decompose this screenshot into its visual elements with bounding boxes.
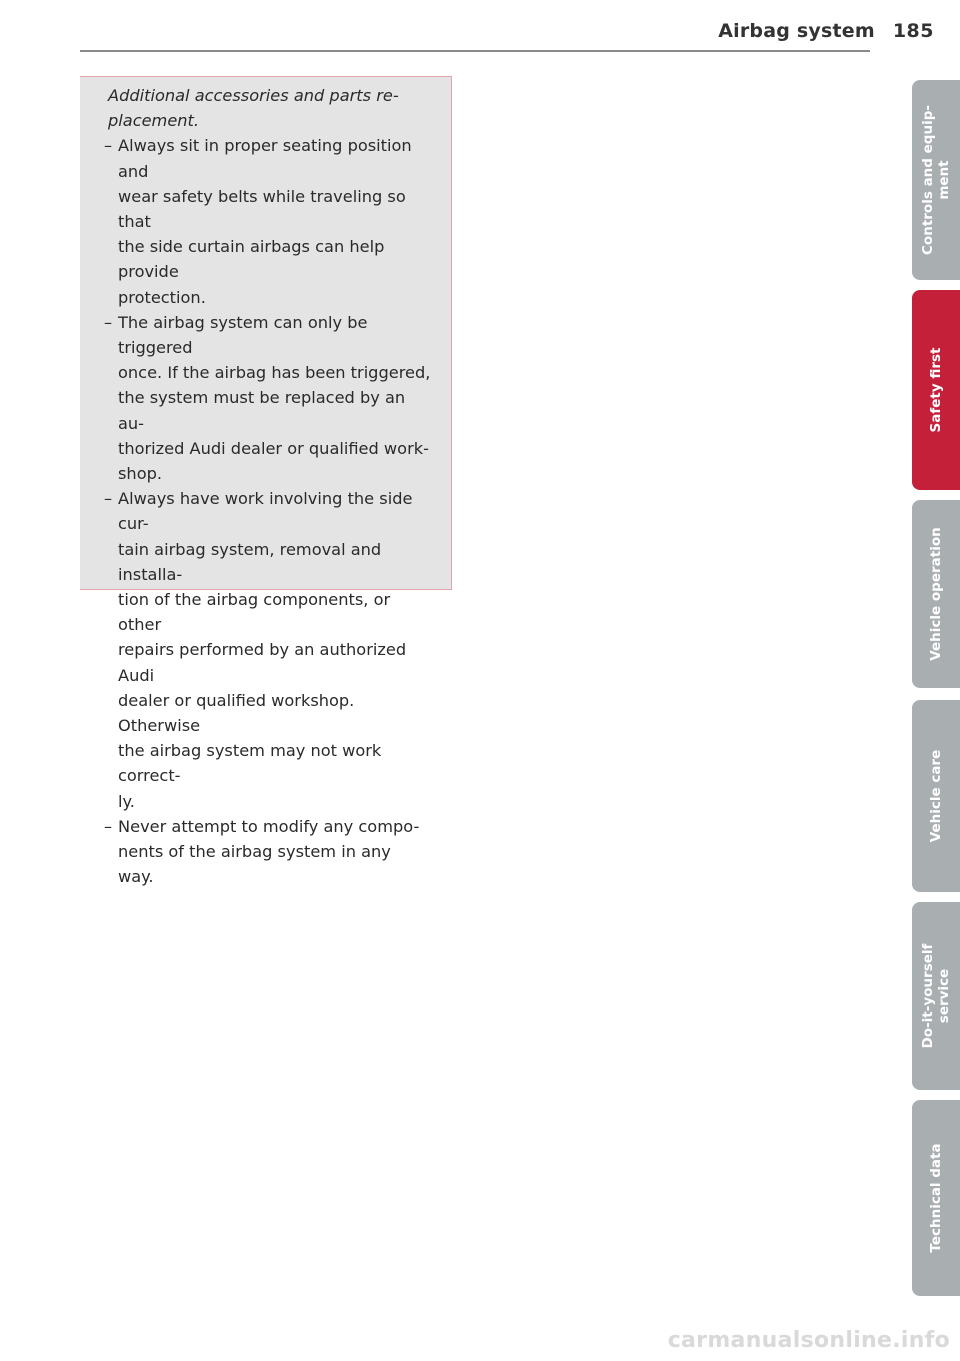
page-number: 185 bbox=[892, 20, 934, 42]
tab-safety-first[interactable] bbox=[912, 290, 960, 490]
tab-controls-and-equipment[interactable] bbox=[912, 80, 960, 280]
tab-label: Safety first bbox=[928, 347, 944, 433]
section-title: Airbag system bbox=[718, 20, 875, 42]
tab-label: Do-it-yourself service bbox=[920, 943, 952, 1049]
dash-bullet: – bbox=[104, 312, 113, 332]
warning-intro-line: placement. bbox=[108, 111, 200, 131]
tab-label: Vehicle operation bbox=[928, 527, 944, 661]
header-rule bbox=[80, 50, 870, 52]
dash-bullet: – bbox=[104, 136, 113, 156]
tab-technical-data[interactable] bbox=[912, 1100, 960, 1296]
warning-intro bbox=[104, 83, 431, 133]
warning-item: – Always sit in proper seating position and wear safety belts while traveling so that the side curtain airbags can help provide protection. bbox=[104, 133, 431, 309]
warning-box bbox=[80, 76, 452, 887]
tab-do-it-yourself-service[interactable] bbox=[912, 902, 960, 1090]
tab-label: Controls and equip- ment bbox=[920, 105, 952, 255]
warning-list bbox=[104, 133, 431, 889]
tab-label: Vehicle care bbox=[928, 749, 944, 843]
warning-intro-line: Additional accessories and parts re- bbox=[108, 86, 399, 105]
dash-bullet: – bbox=[104, 816, 113, 836]
watermark: carmanualsonline.info bbox=[667, 1328, 950, 1353]
warning-item: – Never attempt to modify any compo- nents of the airbag system in any way. bbox=[104, 814, 431, 890]
page-header bbox=[718, 20, 934, 48]
warning-item: – Always have work involving the side cur- tain airbag system, removal and installa- tion of the airbag components, or other repairs performed by an authorized Audi dealer or qualified workshop. Otherwise the airbag system may not work correct- ly. bbox=[104, 486, 431, 814]
tab-label: Technical data bbox=[928, 1143, 944, 1253]
dash-bullet: – bbox=[104, 489, 113, 509]
tab-vehicle-care[interactable] bbox=[912, 700, 960, 892]
tab-vehicle-operation[interactable] bbox=[912, 500, 960, 688]
warning-item: – The airbag system can only be triggered once. If the airbag has been triggered, the system must be replaced by an au- thorized Audi dealer or qualified work- shop. bbox=[104, 310, 431, 486]
